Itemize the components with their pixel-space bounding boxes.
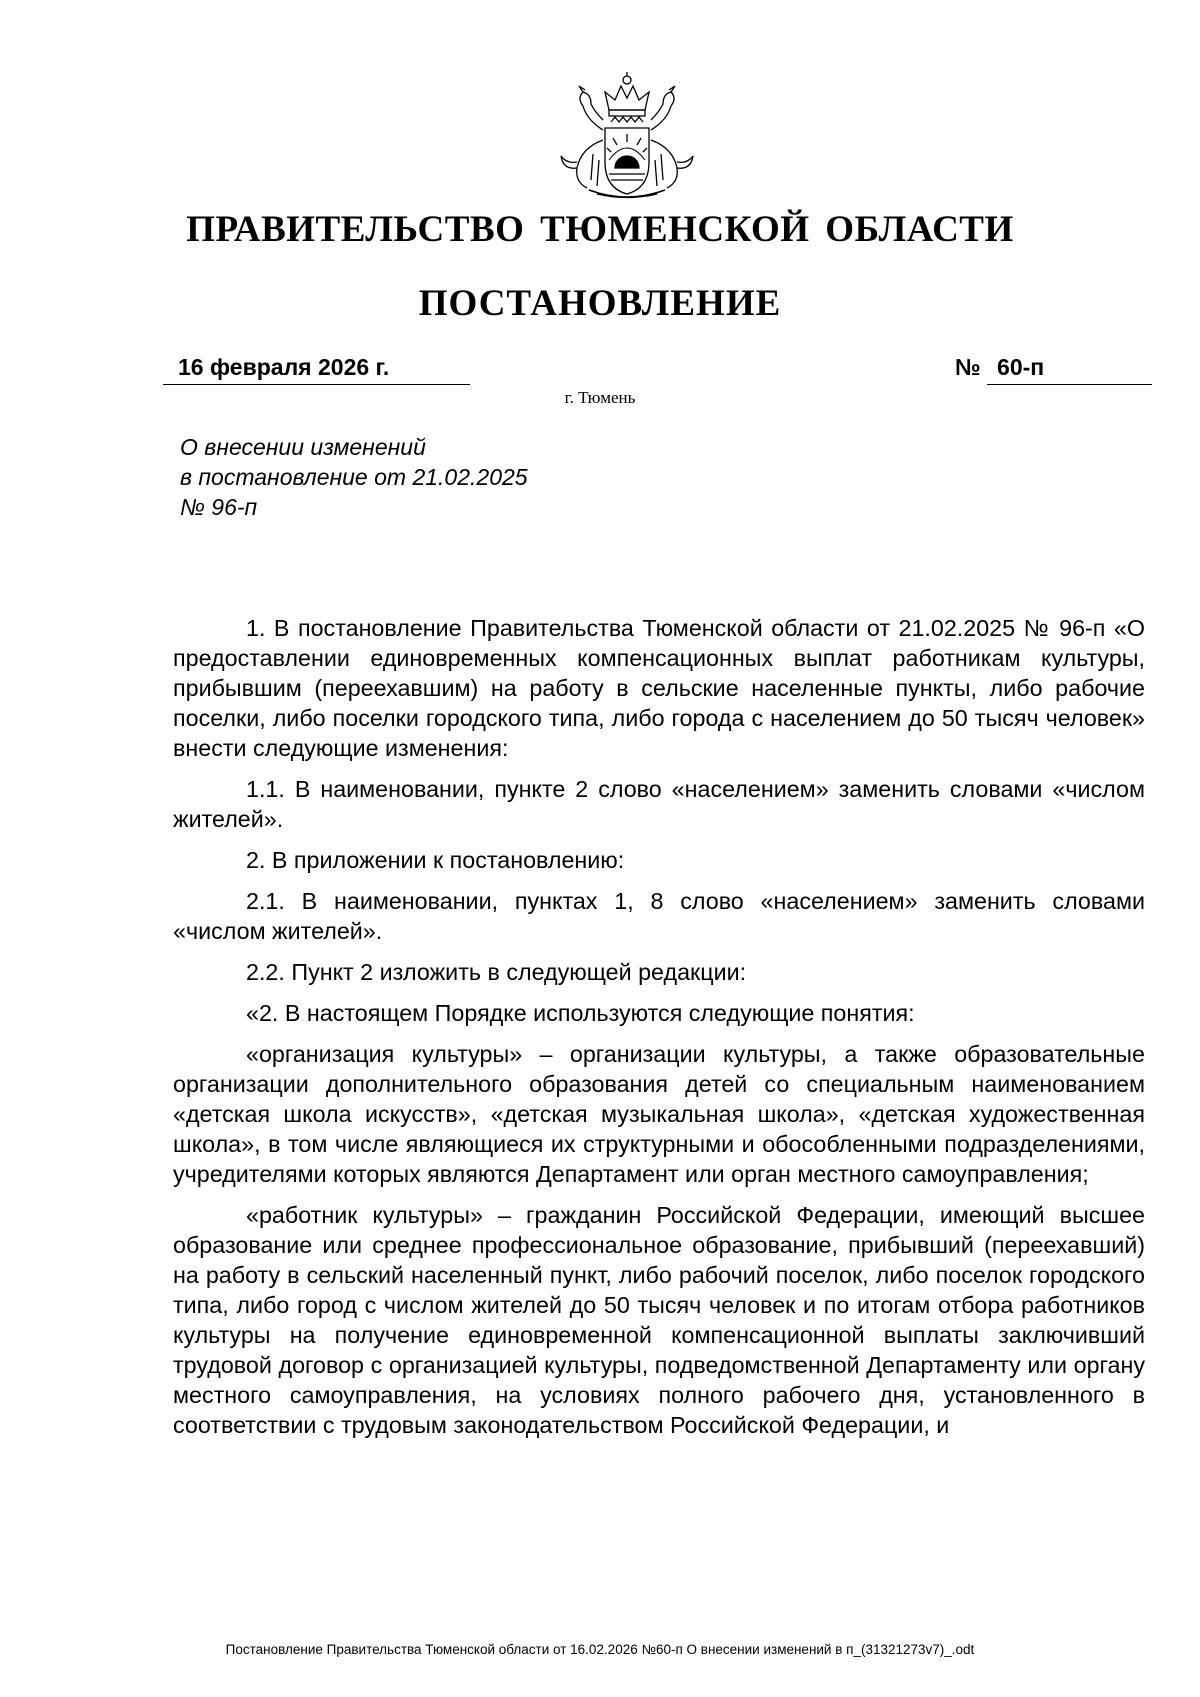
subject-line: в постановление от 21.02.2025 [180,464,528,490]
paragraph: 2. В приложении к постановлению: [246,847,625,873]
coat-of-arms-icon [547,70,707,202]
subject-line: № 96-п [180,494,258,520]
subject-line: О внесении изменений [180,434,426,460]
paragraph: 1.1. В наименовании, пункте 2 слово «населением» заменить словами «числом жителей». [173,776,1145,832]
paragraph: 1. В постановление Правительства Тюменской области от 21.02.2025 № 96-п «О предоставлении единовременных компенсационных выплат работникам культуры, прибывшим (переехавшим) на работу в сельские населенные пункты, либо рабочие поселки, либо поселки городского типа, либо города с населением до 50 тысяч человек» внести следующие изменения: [173,615,1145,761]
document-subject [180,432,528,522]
paragraph: «организация культуры» – организации культуры, а также образовательные организации дополнительного образования детей со специальным наименованием «детская школа искусств», «детская музыкальная школа», «детская художественная школа», в том числе являющиеся их структурными и обособленными подразделениями, учредителями которых являются Департамент или орган местного самоуправления; [173,1041,1145,1187]
paragraph: «работник культуры» – гражданин Российской Федерации, имеющий высшее образование или среднее профессиональное образование, прибывший (переехавший) на работу в сельский населенный пункт, либо рабочий поселок, либо поселок городского типа, либо город с числом жителей до 50 тысяч человек и по итогам отбора работников культуры на получение единовременной компенсационной выплаты заключивший трудовой договор с организацией культуры, подведомственной Департаменту или органу местного самоуправления, на условиях полного рабочего дня, установленного в соответствии с трудовым законодательством Российской Федерации, и [173,1202,1145,1438]
document-type-title: ПОСТАНОВЛЕНИЕ [418,283,782,324]
number-sign: № [955,354,981,380]
document-footer: Постановление Правительства Тюменской области от 16.02.2026 №60-п О внесении изменений в п_(31321273v7)_.odt [225,1642,975,1657]
organization-title: ПРАВИТЕЛЬСТВО ТЮМЕНСКОЙ ОБЛАСТИ [186,209,1014,250]
paragraph: «2. В настоящем Порядке используются следующие понятия: [246,1000,915,1026]
document-number [955,354,1152,385]
paragraph: 2.2. Пункт 2 изложить в следующей редакции: [246,959,747,985]
number-value: 60-п [987,354,1152,385]
document-date: 16 февраля 2026 г. [163,354,470,385]
document-body [173,613,1145,1451]
document-city: г. Тюмень [564,388,636,407]
paragraph: 2.1. В наименовании, пунктах 1, 8 слово «населением» заменить словами «числом жителей». [173,888,1145,944]
